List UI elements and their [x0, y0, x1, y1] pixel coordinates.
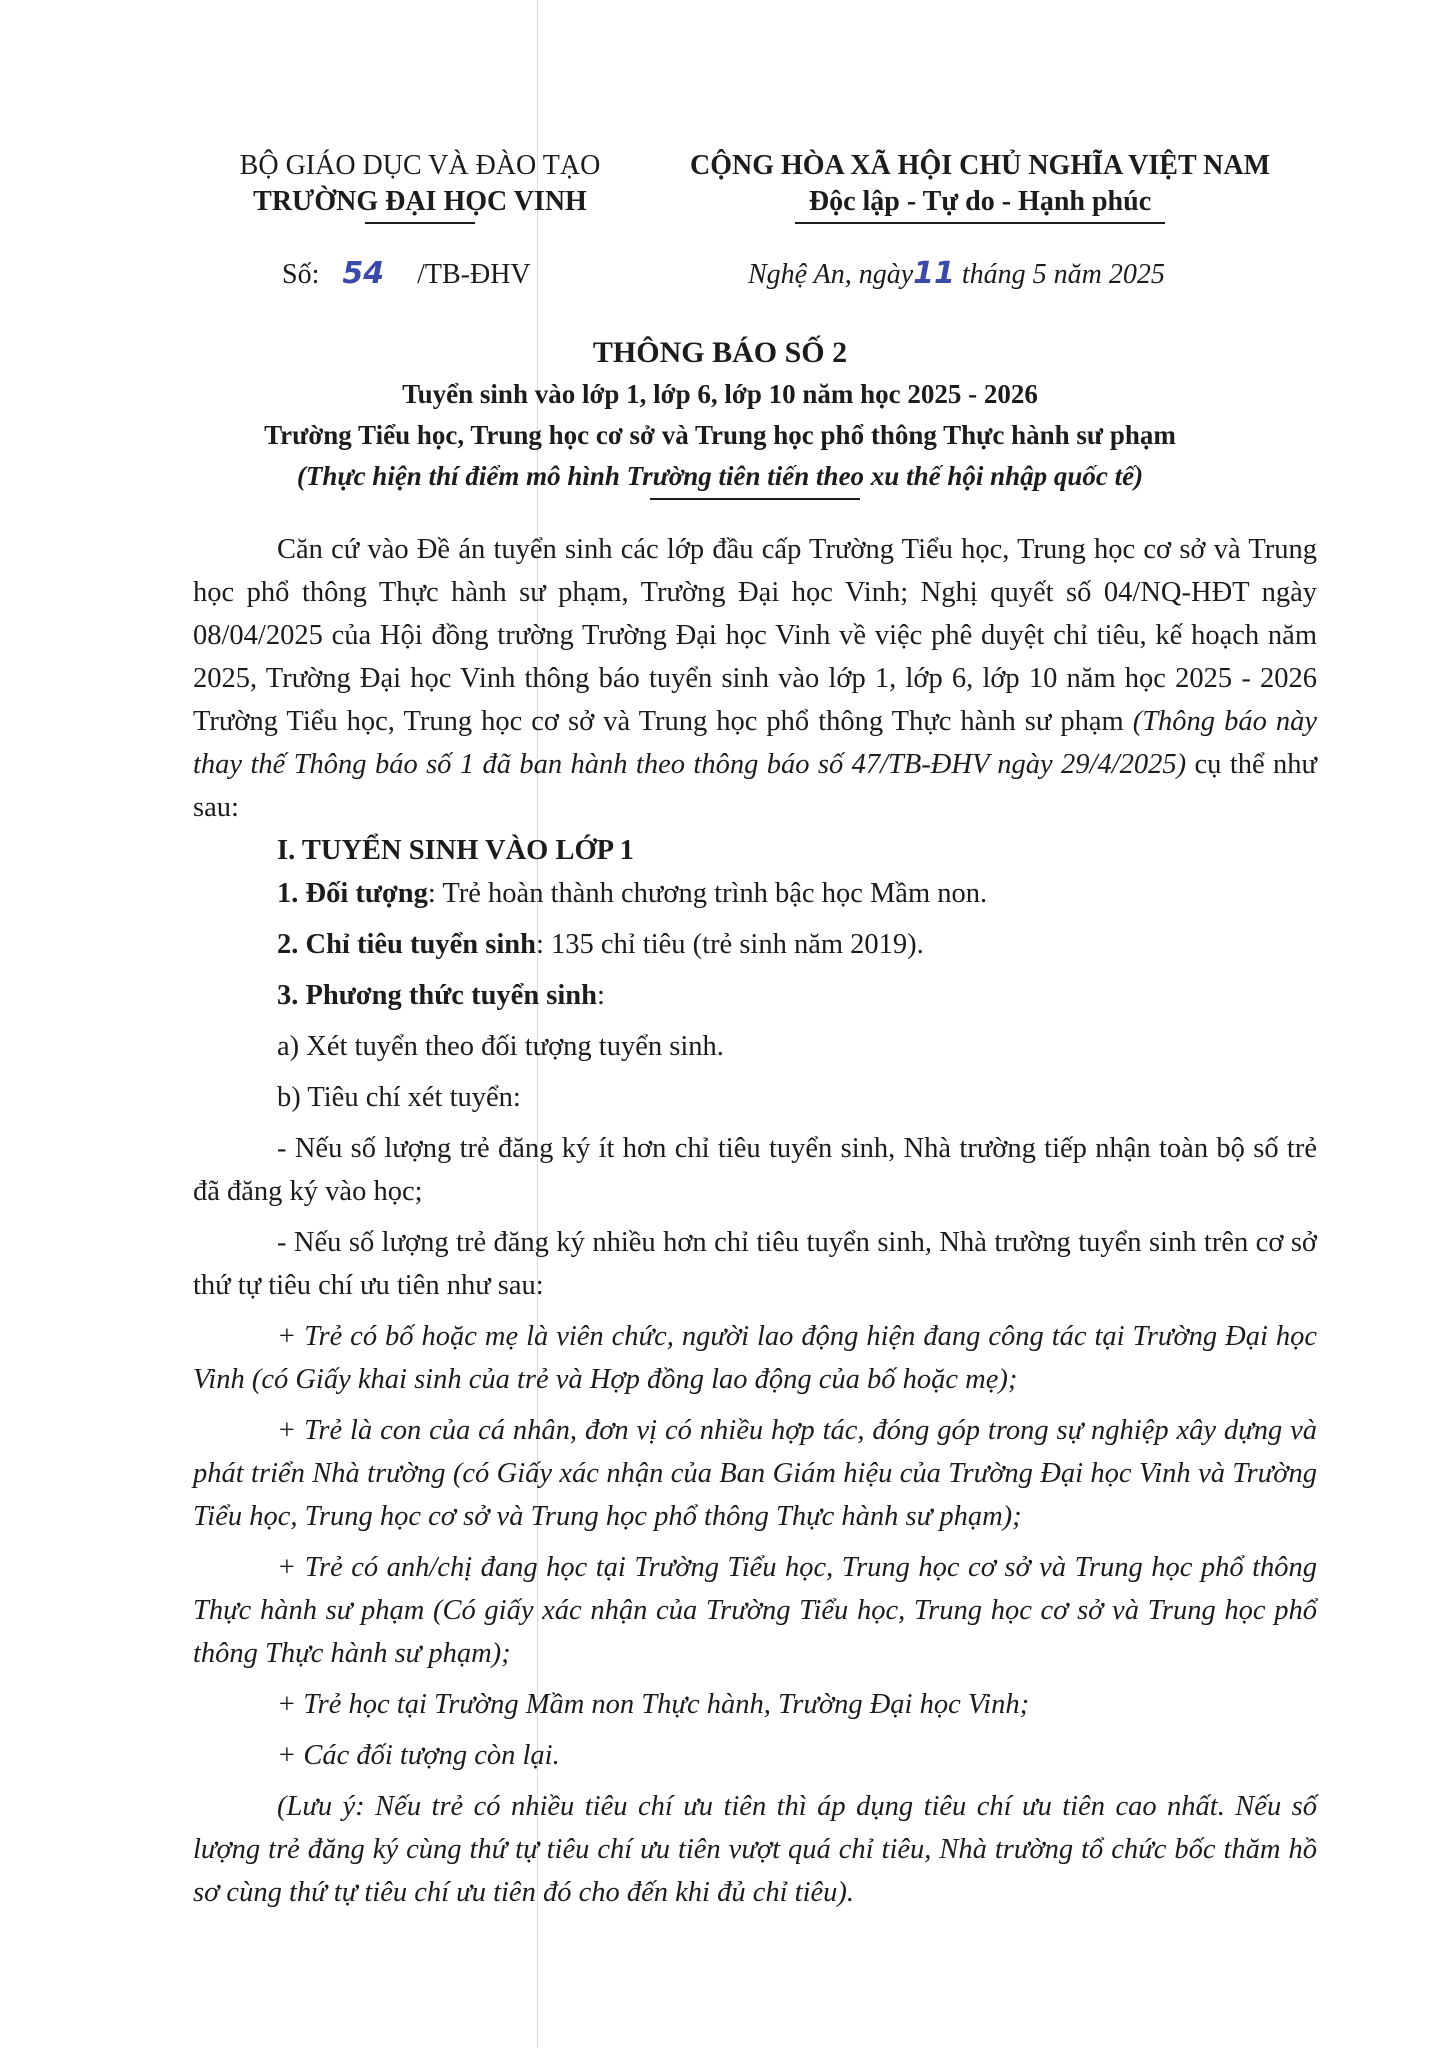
date-prefix: Nghệ An, ngày — [748, 259, 914, 290]
notice-title: THÔNG BÁO SỐ 2 — [592, 336, 848, 369]
priority-2: + Trẻ là con của cá nhân, đơn vị có nhiều hợp tác, đóng góp trong sự nghiệp xây dựng và phát triển Nhà trường (có Giấy xác nhận của Ban Giám hiệu của Trường Đại học Vinh và Trường Tiểu học, Trung học cơ sở và Trung học phổ thông Thực hành sư phạm); — [193, 1415, 1317, 1532]
title-underline — [650, 498, 860, 500]
country-name: CỘNG HÒA XÃ HỘI CHỦ NGHĨA VIỆT NAM — [689, 150, 1271, 181]
notice-subtitle: Tuyển sinh vào lớp 1, lớp 6, lớp 10 năm học 2025 - 2026 — [402, 379, 1038, 409]
handwritten-day: 11 — [913, 256, 955, 291]
sub-item-b: b) Tiêu chí xét tuyển: — [277, 1082, 521, 1113]
priority-3: + Trẻ có anh/chị đang học tại Trường Tiểu học, Trung học cơ sở và Trung học phổ thông Thực hành sư phạm (Có giấy xác nhận của Trường Tiểu học, Trung học cơ sở và Trung học phổ thông Thực hành sư phạm); — [193, 1552, 1317, 1669]
number-label: Số: — [282, 259, 320, 290]
item-method: 3. Phương thức tuyển sinh: — [277, 980, 605, 1011]
national-motto-block — [660, 148, 1300, 220]
criteria-dash-1: - Nếu số lượng trẻ đăng ký ít hơn chỉ tiêu tuyển sinh, Nhà trường tiếp nhận toàn bộ số trẻ đã đăng ký vào học; — [193, 1133, 1317, 1207]
date-suffix: tháng 5 năm 2025 — [961, 259, 1165, 290]
notice-pilot-note: (Thực hiện thí điểm mô hình Trường tiên tiến theo xu thế hội nhập quốc tế) — [296, 461, 1144, 491]
ministry-name: BỘ GIÁO DỤC VÀ ĐÀO TẠO — [239, 150, 601, 181]
document-date — [748, 256, 1165, 293]
university-name: TRƯỜNG ĐẠI HỌC VINH — [253, 186, 587, 217]
document-number — [282, 256, 531, 293]
criteria-dash-2: - Nếu số lượng trẻ đăng ký nhiều hơn chỉ tiêu tuyển sinh, Nhà trường tuyển sinh trên cơ sở thứ tự tiêu chí ưu tiên như sau: — [193, 1227, 1317, 1301]
section-heading: I. TUYỂN SINH VÀO LỚP 1 — [277, 835, 634, 866]
issuer-underline — [365, 222, 475, 224]
issuer-block — [200, 148, 640, 220]
intro-note: (Thông báo này thay thế Thông báo số 1 đã ban hành theo thông báo số 47/TB-ĐHV ngày 29/4/2025) — [193, 706, 1317, 780]
priority-4: + Trẻ học tại Trường Mầm non Thực hành, Trường Đại học Vinh; — [277, 1689, 1030, 1720]
priority-5: + Các đối tượng còn lại. — [277, 1740, 560, 1771]
notice-body — [193, 528, 1317, 1914]
notice-title-block — [170, 332, 1270, 497]
item-quota: 2. Chỉ tiêu tuyển sinh: 135 chỉ tiêu (trẻ sinh năm 2019). — [277, 929, 924, 960]
number-suffix: /TB-ĐHV — [417, 259, 531, 290]
priority-1: + Trẻ có bố hoặc mẹ là viên chức, người lao động hiện đang công tác tại Trường Đại học Vinh (có Giấy khai sinh của trẻ và Hợp đồng lao động của bố hoặc mẹ); — [193, 1321, 1317, 1395]
notice-school: Trường Tiểu học, Trung học cơ sở và Trung học phổ thông Thực hành sư phạm — [264, 420, 1176, 450]
sub-item-a: a) Xét tuyển theo đối tượng tuyển sinh. — [277, 1031, 724, 1062]
intro-paragraph: Căn cứ vào Đề án tuyển sinh các lớp đầu cấp Trường Tiểu học, Trung học cơ sở và Trung học phổ thông Thực hành sư phạm, Trường Đại học Vinh; Nghị quyết số 04/NQ-HĐT ngày 08/04/2025 của Hội đồng trường Trường Đại học Vinh về việc phê duyệt chỉ tiêu, kế hoạch năm 2025, Trường Đại học Vinh thông báo tuyển sinh vào lớp 1, lớp 6, lớp 10 năm học 2025 - 2026 Trường Tiểu học, Trung học cơ sở và Trung học phổ thông Thực hành sư phạm (Thông báo này thay thế Thông báo số 1 đã ban hành theo thông báo số 47/TB-ĐHV ngày 29/4/2025) cụ thể như sau: — [193, 534, 1317, 823]
priority-note: (Lưu ý: Nếu trẻ có nhiều tiêu chí ưu tiên thì áp dụng tiêu chí ưu tiên cao nhất. Nếu số lượng trẻ đăng ký cùng thứ tự tiêu chí ưu tiên vượt quá chỉ tiêu, Nhà trường tổ chức bốc thăm hồ sơ cùng thứ tự tiêu chí ưu tiên đó cho đến khi đủ chỉ tiêu). — [193, 1791, 1317, 1908]
motto-underline — [795, 222, 1165, 224]
handwritten-number: 54 — [342, 256, 385, 291]
motto: Độc lập - Tự do - Hạnh phúc — [808, 186, 1152, 217]
item-target: 1. Đối tượng: Trẻ hoàn thành chương trình bậc học Mầm non. — [277, 878, 988, 909]
